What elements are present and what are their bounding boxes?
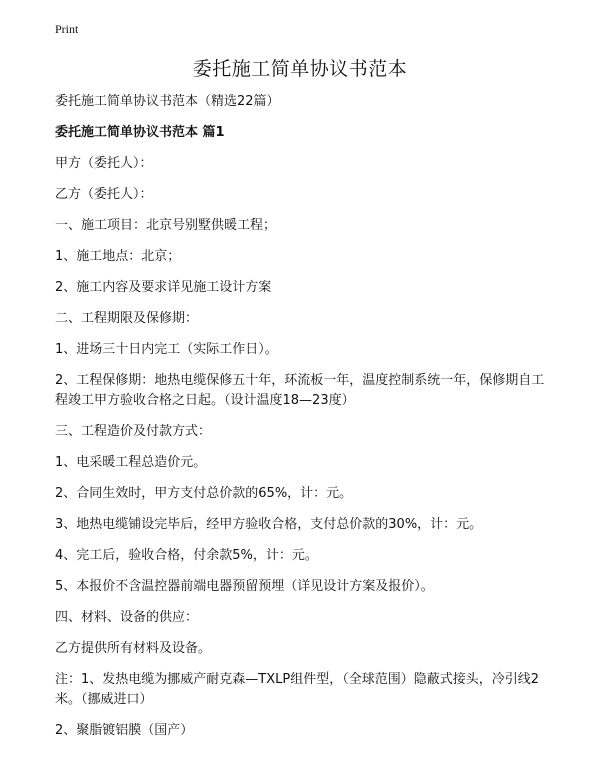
document-title: 委托施工简单协议书范本 bbox=[192, 58, 408, 80]
paragraph: 1、进场三十日内完工（实际工作日）。 bbox=[55, 342, 278, 357]
print-link[interactable]: Print bbox=[55, 22, 79, 36]
paragraph: 4、完工后，验收合格，付余款5%，计：元。 bbox=[55, 548, 318, 563]
paragraph: 3、地热电缆铺设完毕后，经甲方验收合格，支付总价款的30%，计：元。 bbox=[55, 517, 483, 532]
paragraph: 乙方（委托人）： bbox=[55, 187, 153, 202]
paragraph: 四、材料、设备的供应： bbox=[55, 610, 199, 625]
paragraph: 2、合同生效时，甲方支付总价款的65%，计：元。 bbox=[55, 486, 353, 501]
paragraph: 2、工程保修期：地热电缆保修五十年，环流板一年，温度控制系统一年，保修期自工程竣工甲方验收合格之日起。（设计温度18—23度） bbox=[55, 373, 545, 408]
paragraph: 2、施工内容及要求详见施工设计方案 bbox=[55, 280, 272, 295]
paragraph: 5、本报价不含温控器前端电器预留预埋（详见设计方案及报价）。 bbox=[55, 579, 434, 594]
paragraph: 乙方提供所有材料及设备。 bbox=[55, 641, 212, 656]
paragraph: 2、聚脂镀铝膜（国产） bbox=[55, 723, 194, 738]
paragraph: 二、工程期限及保修期： bbox=[55, 311, 199, 326]
section-heading: 委托施工简单协议书范本 篇1 bbox=[55, 125, 225, 140]
paragraph: 三、工程造价及付款方式： bbox=[55, 424, 212, 439]
paragraph: 一、施工项目：北京号别墅供暖工程； bbox=[55, 218, 277, 233]
paragraph: 1、施工地点：北京； bbox=[55, 249, 181, 264]
paragraph: 甲方（委托人）： bbox=[55, 156, 153, 171]
paragraph: 委托施工简单协议书范本（精选22篇） bbox=[55, 94, 280, 109]
paragraph: 注：1、发热电缆为挪威产耐克森—TXLP组件型，（全球范围）隐蔽式接头，冷引线2米。（挪威进口） bbox=[55, 672, 539, 707]
paragraph: 1、电采暖工程总造价元。 bbox=[55, 455, 207, 470]
document-body bbox=[55, 92, 555, 752]
